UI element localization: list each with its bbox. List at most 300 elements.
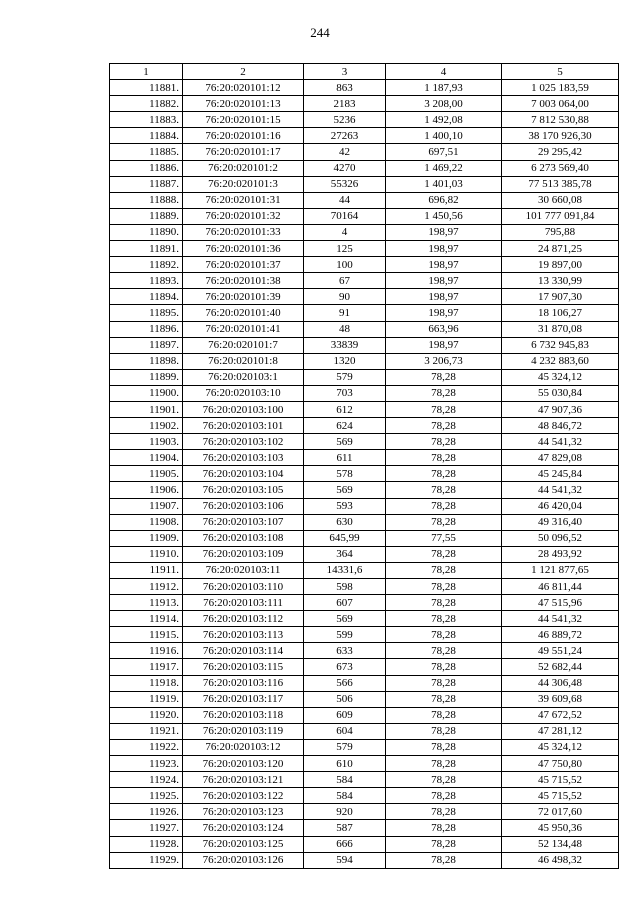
row-number-cell: 11908. [110, 514, 183, 530]
total-value-cell: 7 003 064,00 [502, 96, 619, 112]
cadastral-number-cell: 76:20:020101:33 [183, 224, 304, 240]
cadastral-number-cell: 76:20:020103:101 [183, 418, 304, 434]
total-value-cell: 101 777 091,84 [502, 208, 619, 224]
total-value-cell: 1 121 877,65 [502, 562, 619, 578]
row-number-cell: 11898. [110, 353, 183, 369]
row-number-cell: 11905. [110, 466, 183, 482]
total-value-cell: 47 672,52 [502, 707, 619, 723]
table-row [110, 482, 619, 498]
table-row [110, 144, 619, 160]
total-value-cell: 30 660,08 [502, 192, 619, 208]
total-value-cell: 31 870,08 [502, 321, 619, 337]
table-row [110, 643, 619, 659]
unit-value-cell: 78,28 [386, 482, 502, 498]
table-row [110, 611, 619, 627]
unit-value-cell: 78,28 [386, 466, 502, 482]
table-row [110, 498, 619, 514]
cadastral-number-cell: 76:20:020103:118 [183, 707, 304, 723]
row-number-cell: 11911. [110, 562, 183, 578]
area-cell: 90 [304, 289, 386, 305]
cadastral-number-cell: 76:20:020103:110 [183, 579, 304, 595]
unit-value-cell: 78,28 [386, 723, 502, 739]
table-row [110, 595, 619, 611]
area-cell: 645,99 [304, 530, 386, 546]
unit-value-cell: 78,28 [386, 820, 502, 836]
cadastral-number-cell: 76:20:020103:112 [183, 611, 304, 627]
total-value-cell: 47 829,08 [502, 450, 619, 466]
cadastral-number-cell: 76:20:020103:111 [183, 595, 304, 611]
total-value-cell: 46 498,32 [502, 852, 619, 868]
total-value-cell: 47 750,80 [502, 756, 619, 772]
area-cell: 666 [304, 836, 386, 852]
table-row [110, 627, 619, 643]
area-cell: 920 [304, 804, 386, 820]
total-value-cell: 44 541,32 [502, 482, 619, 498]
table-row [110, 289, 619, 305]
row-number-cell: 11916. [110, 643, 183, 659]
area-cell: 33839 [304, 337, 386, 353]
cadastral-number-cell: 76:20:020103:123 [183, 804, 304, 820]
unit-value-cell: 78,28 [386, 739, 502, 755]
table-row [110, 530, 619, 546]
cadastral-number-cell: 76:20:020101:37 [183, 257, 304, 273]
unit-value-cell: 1 401,03 [386, 176, 502, 192]
cadastral-number-cell: 76:20:020103:114 [183, 643, 304, 659]
row-number-cell: 11914. [110, 611, 183, 627]
area-cell: 703 [304, 385, 386, 401]
table-row [110, 836, 619, 852]
row-number-cell: 11890. [110, 224, 183, 240]
row-number-cell: 11887. [110, 176, 183, 192]
table-row [110, 450, 619, 466]
area-cell: 44 [304, 192, 386, 208]
cadastral-number-cell: 76:20:020101:38 [183, 273, 304, 289]
cadastral-number-cell: 76:20:020103:104 [183, 466, 304, 482]
area-cell: 100 [304, 257, 386, 273]
data-table [109, 63, 619, 869]
area-cell: 506 [304, 691, 386, 707]
cadastral-number-cell: 76:20:020101:36 [183, 241, 304, 257]
unit-value-cell: 198,97 [386, 305, 502, 321]
unit-value-cell: 78,28 [386, 643, 502, 659]
row-number-cell: 11925. [110, 788, 183, 804]
area-cell: 1320 [304, 353, 386, 369]
area-cell: 624 [304, 418, 386, 434]
cadastral-number-cell: 76:20:020103:108 [183, 530, 304, 546]
table-row [110, 466, 619, 482]
table-row [110, 739, 619, 755]
row-number-cell: 11889. [110, 208, 183, 224]
row-number-cell: 11909. [110, 530, 183, 546]
area-cell: 4270 [304, 160, 386, 176]
row-number-cell: 11883. [110, 112, 183, 128]
unit-value-cell: 1 450,56 [386, 208, 502, 224]
total-value-cell: 47 907,36 [502, 401, 619, 417]
table-row [110, 112, 619, 128]
cadastral-number-cell: 76:20:020103:121 [183, 772, 304, 788]
unit-value-cell: 663,96 [386, 321, 502, 337]
unit-value-cell: 78,28 [386, 579, 502, 595]
cadastral-number-cell: 76:20:020103:107 [183, 514, 304, 530]
row-number-cell: 11895. [110, 305, 183, 321]
area-cell: 584 [304, 772, 386, 788]
total-value-cell: 28 493,92 [502, 546, 619, 562]
table-body [110, 80, 619, 869]
table-row [110, 852, 619, 868]
table-row [110, 659, 619, 675]
cadastral-number-cell: 76:20:020101:15 [183, 112, 304, 128]
area-cell: 609 [304, 707, 386, 723]
unit-value-cell: 78,28 [386, 450, 502, 466]
table-row [110, 772, 619, 788]
cadastral-number-cell: 76:20:020103:115 [183, 659, 304, 675]
area-cell: 4 [304, 224, 386, 240]
cadastral-number-cell: 76:20:020101:3 [183, 176, 304, 192]
area-cell: 604 [304, 723, 386, 739]
total-value-cell: 52 682,44 [502, 659, 619, 675]
row-number-cell: 11902. [110, 418, 183, 434]
unit-value-cell: 78,28 [386, 852, 502, 868]
total-value-cell: 46 811,44 [502, 579, 619, 595]
unit-value-cell: 78,28 [386, 836, 502, 852]
cadastral-number-cell: 76:20:020103:105 [183, 482, 304, 498]
unit-value-cell: 78,28 [386, 385, 502, 401]
cadastral-number-cell: 76:20:020101:2 [183, 160, 304, 176]
unit-value-cell: 3 206,73 [386, 353, 502, 369]
unit-value-cell: 3 208,00 [386, 96, 502, 112]
row-number-cell: 11899. [110, 369, 183, 385]
table-row [110, 353, 619, 369]
area-cell: 612 [304, 401, 386, 417]
unit-value-cell: 1 492,08 [386, 112, 502, 128]
column-header-1: 1 [110, 64, 183, 80]
cadastral-number-cell: 76:20:020101:7 [183, 337, 304, 353]
area-cell: 125 [304, 241, 386, 257]
cadastral-number-cell: 76:20:020101:31 [183, 192, 304, 208]
total-value-cell: 795,88 [502, 224, 619, 240]
cadastral-number-cell: 76:20:020103:117 [183, 691, 304, 707]
total-value-cell: 44 306,48 [502, 675, 619, 691]
area-cell: 673 [304, 659, 386, 675]
area-cell: 569 [304, 611, 386, 627]
total-value-cell: 45 324,12 [502, 739, 619, 755]
area-cell: 594 [304, 852, 386, 868]
total-value-cell: 46 420,04 [502, 498, 619, 514]
table-row [110, 208, 619, 224]
table-row [110, 675, 619, 691]
cadastral-number-cell: 76:20:020103:125 [183, 836, 304, 852]
row-number-cell: 11896. [110, 321, 183, 337]
table-row [110, 820, 619, 836]
unit-value-cell: 78,28 [386, 772, 502, 788]
unit-value-cell: 77,55 [386, 530, 502, 546]
total-value-cell: 44 541,32 [502, 434, 619, 450]
total-value-cell: 47 281,12 [502, 723, 619, 739]
cadastral-number-cell: 76:20:020101:41 [183, 321, 304, 337]
area-cell: 569 [304, 482, 386, 498]
unit-value-cell: 1 469,22 [386, 160, 502, 176]
total-value-cell: 17 907,30 [502, 289, 619, 305]
table-row [110, 385, 619, 401]
total-value-cell: 45 324,12 [502, 369, 619, 385]
table-row [110, 192, 619, 208]
row-number-cell: 11884. [110, 128, 183, 144]
cadastral-number-cell: 76:20:020101:12 [183, 80, 304, 96]
unit-value-cell: 78,28 [386, 788, 502, 804]
table-row [110, 707, 619, 723]
unit-value-cell: 78,28 [386, 691, 502, 707]
unit-value-cell: 198,97 [386, 257, 502, 273]
area-cell: 364 [304, 546, 386, 562]
area-cell: 5236 [304, 112, 386, 128]
row-number-cell: 11903. [110, 434, 183, 450]
cadastral-number-cell: 76:20:020103:1 [183, 369, 304, 385]
unit-value-cell: 198,97 [386, 224, 502, 240]
row-number-cell: 11910. [110, 546, 183, 562]
total-value-cell: 48 846,72 [502, 418, 619, 434]
row-number-cell: 11929. [110, 852, 183, 868]
column-header-3: 3 [304, 64, 386, 80]
total-value-cell: 18 106,27 [502, 305, 619, 321]
cadastral-number-cell: 76:20:020101:32 [183, 208, 304, 224]
row-number-cell: 11922. [110, 739, 183, 755]
area-cell: 863 [304, 80, 386, 96]
area-cell: 2183 [304, 96, 386, 112]
table-row [110, 369, 619, 385]
row-number-cell: 11907. [110, 498, 183, 514]
unit-value-cell: 78,28 [386, 514, 502, 530]
total-value-cell: 47 515,96 [502, 595, 619, 611]
row-number-cell: 11912. [110, 579, 183, 595]
row-number-cell: 11924. [110, 772, 183, 788]
row-number-cell: 11927. [110, 820, 183, 836]
area-cell: 55326 [304, 176, 386, 192]
row-number-cell: 11900. [110, 385, 183, 401]
unit-value-cell: 78,28 [386, 369, 502, 385]
area-cell: 91 [304, 305, 386, 321]
area-cell: 569 [304, 434, 386, 450]
area-cell: 579 [304, 739, 386, 755]
table-row [110, 96, 619, 112]
total-value-cell: 50 096,52 [502, 530, 619, 546]
cadastral-number-cell: 76:20:020101:17 [183, 144, 304, 160]
cadastral-number-cell: 76:20:020103:109 [183, 546, 304, 562]
total-value-cell: 39 609,68 [502, 691, 619, 707]
row-number-cell: 11917. [110, 659, 183, 675]
row-number-cell: 11923. [110, 756, 183, 772]
area-cell: 579 [304, 369, 386, 385]
total-value-cell: 19 897,00 [502, 257, 619, 273]
table-row [110, 788, 619, 804]
cadastral-number-cell: 76:20:020103:102 [183, 434, 304, 450]
unit-value-cell: 78,28 [386, 675, 502, 691]
table-row [110, 273, 619, 289]
area-cell: 70164 [304, 208, 386, 224]
area-cell: 593 [304, 498, 386, 514]
cadastral-number-cell: 76:20:020103:116 [183, 675, 304, 691]
total-value-cell: 46 889,72 [502, 627, 619, 643]
area-cell: 633 [304, 643, 386, 659]
table-row [110, 562, 619, 578]
unit-value-cell: 198,97 [386, 241, 502, 257]
table-row [110, 176, 619, 192]
area-cell: 67 [304, 273, 386, 289]
unit-value-cell: 198,97 [386, 289, 502, 305]
unit-value-cell: 198,97 [386, 273, 502, 289]
table-row [110, 434, 619, 450]
table-row [110, 321, 619, 337]
total-value-cell: 49 551,24 [502, 643, 619, 659]
cadastral-number-cell: 76:20:020101:8 [183, 353, 304, 369]
unit-value-cell: 78,28 [386, 418, 502, 434]
unit-value-cell: 78,28 [386, 627, 502, 643]
cadastral-number-cell: 76:20:020103:120 [183, 756, 304, 772]
unit-value-cell: 78,28 [386, 498, 502, 514]
table-row [110, 224, 619, 240]
unit-value-cell: 1 400,10 [386, 128, 502, 144]
row-number-cell: 11881. [110, 80, 183, 96]
unit-value-cell: 696,82 [386, 192, 502, 208]
column-header-2: 2 [183, 64, 304, 80]
table-row [110, 241, 619, 257]
page-number: 244 [310, 25, 330, 40]
table-row [110, 305, 619, 321]
total-value-cell: 49 316,40 [502, 514, 619, 530]
cadastral-number-cell: 76:20:020103:126 [183, 852, 304, 868]
total-value-cell: 45 715,52 [502, 772, 619, 788]
total-value-cell: 55 030,84 [502, 385, 619, 401]
header-row [110, 64, 619, 80]
unit-value-cell: 78,28 [386, 707, 502, 723]
total-value-cell: 45 245,84 [502, 466, 619, 482]
table-row [110, 160, 619, 176]
cadastral-number-cell: 76:20:020103:122 [183, 788, 304, 804]
unit-value-cell: 78,28 [386, 401, 502, 417]
area-cell: 584 [304, 788, 386, 804]
cadastral-number-cell: 76:20:020103:113 [183, 627, 304, 643]
area-cell: 14331,6 [304, 562, 386, 578]
cadastral-number-cell: 76:20:020103:10 [183, 385, 304, 401]
unit-value-cell: 78,28 [386, 804, 502, 820]
total-value-cell: 45 715,52 [502, 788, 619, 804]
row-number-cell: 11920. [110, 707, 183, 723]
unit-value-cell: 78,28 [386, 611, 502, 627]
column-header-4: 4 [386, 64, 502, 80]
table-row [110, 723, 619, 739]
row-number-cell: 11894. [110, 289, 183, 305]
row-number-cell: 11885. [110, 144, 183, 160]
row-number-cell: 11913. [110, 595, 183, 611]
cadastral-number-cell: 76:20:020103:106 [183, 498, 304, 514]
cadastral-number-cell: 76:20:020101:16 [183, 128, 304, 144]
cadastral-number-cell: 76:20:020103:103 [183, 450, 304, 466]
column-header-5: 5 [502, 64, 619, 80]
table-row [110, 756, 619, 772]
table-row [110, 579, 619, 595]
area-cell: 610 [304, 756, 386, 772]
total-value-cell: 38 170 926,30 [502, 128, 619, 144]
table-row [110, 418, 619, 434]
area-cell: 599 [304, 627, 386, 643]
area-cell: 42 [304, 144, 386, 160]
table-row [110, 80, 619, 96]
area-cell: 566 [304, 675, 386, 691]
row-number-cell: 11919. [110, 691, 183, 707]
unit-value-cell: 198,97 [386, 337, 502, 353]
table-row [110, 804, 619, 820]
row-number-cell: 11904. [110, 450, 183, 466]
table-row [110, 257, 619, 273]
unit-value-cell: 78,28 [386, 546, 502, 562]
area-cell: 598 [304, 579, 386, 595]
cadastral-number-cell: 76:20:020103:124 [183, 820, 304, 836]
table-row [110, 401, 619, 417]
area-cell: 27263 [304, 128, 386, 144]
total-value-cell: 4 232 883,60 [502, 353, 619, 369]
row-number-cell: 11918. [110, 675, 183, 691]
area-cell: 578 [304, 466, 386, 482]
row-number-cell: 11926. [110, 804, 183, 820]
row-number-cell: 11901. [110, 401, 183, 417]
area-cell: 48 [304, 321, 386, 337]
unit-value-cell: 78,28 [386, 562, 502, 578]
table-row [110, 337, 619, 353]
row-number-cell: 11915. [110, 627, 183, 643]
table-row [110, 128, 619, 144]
cadastral-number-cell: 76:20:020103:11 [183, 562, 304, 578]
cadastral-number-cell: 76:20:020101:39 [183, 289, 304, 305]
unit-value-cell: 78,28 [386, 756, 502, 772]
total-value-cell: 1 025 183,59 [502, 80, 619, 96]
cadastral-number-cell: 76:20:020101:13 [183, 96, 304, 112]
total-value-cell: 24 871,25 [502, 241, 619, 257]
cadastral-number-cell: 76:20:020103:100 [183, 401, 304, 417]
table-row [110, 546, 619, 562]
area-cell: 611 [304, 450, 386, 466]
row-number-cell: 11897. [110, 337, 183, 353]
total-value-cell: 72 017,60 [502, 804, 619, 820]
row-number-cell: 11893. [110, 273, 183, 289]
total-value-cell: 6 732 945,83 [502, 337, 619, 353]
row-number-cell: 11906. [110, 482, 183, 498]
total-value-cell: 7 812 530,88 [502, 112, 619, 128]
row-number-cell: 11888. [110, 192, 183, 208]
row-number-cell: 11891. [110, 241, 183, 257]
cadastral-number-cell: 76:20:020103:119 [183, 723, 304, 739]
table-row [110, 514, 619, 530]
unit-value-cell: 78,28 [386, 434, 502, 450]
unit-value-cell: 78,28 [386, 595, 502, 611]
total-value-cell: 52 134,48 [502, 836, 619, 852]
unit-value-cell: 1 187,93 [386, 80, 502, 96]
row-number-cell: 11928. [110, 836, 183, 852]
table-row [110, 691, 619, 707]
area-cell: 607 [304, 595, 386, 611]
row-number-cell: 11886. [110, 160, 183, 176]
unit-value-cell: 697,51 [386, 144, 502, 160]
unit-value-cell: 78,28 [386, 659, 502, 675]
area-cell: 587 [304, 820, 386, 836]
total-value-cell: 44 541,32 [502, 611, 619, 627]
row-number-cell: 11921. [110, 723, 183, 739]
row-number-cell: 11892. [110, 257, 183, 273]
total-value-cell: 6 273 569,40 [502, 160, 619, 176]
total-value-cell: 45 950,36 [502, 820, 619, 836]
total-value-cell: 29 295,42 [502, 144, 619, 160]
total-value-cell: 13 330,99 [502, 273, 619, 289]
total-value-cell: 77 513 385,78 [502, 176, 619, 192]
area-cell: 630 [304, 514, 386, 530]
